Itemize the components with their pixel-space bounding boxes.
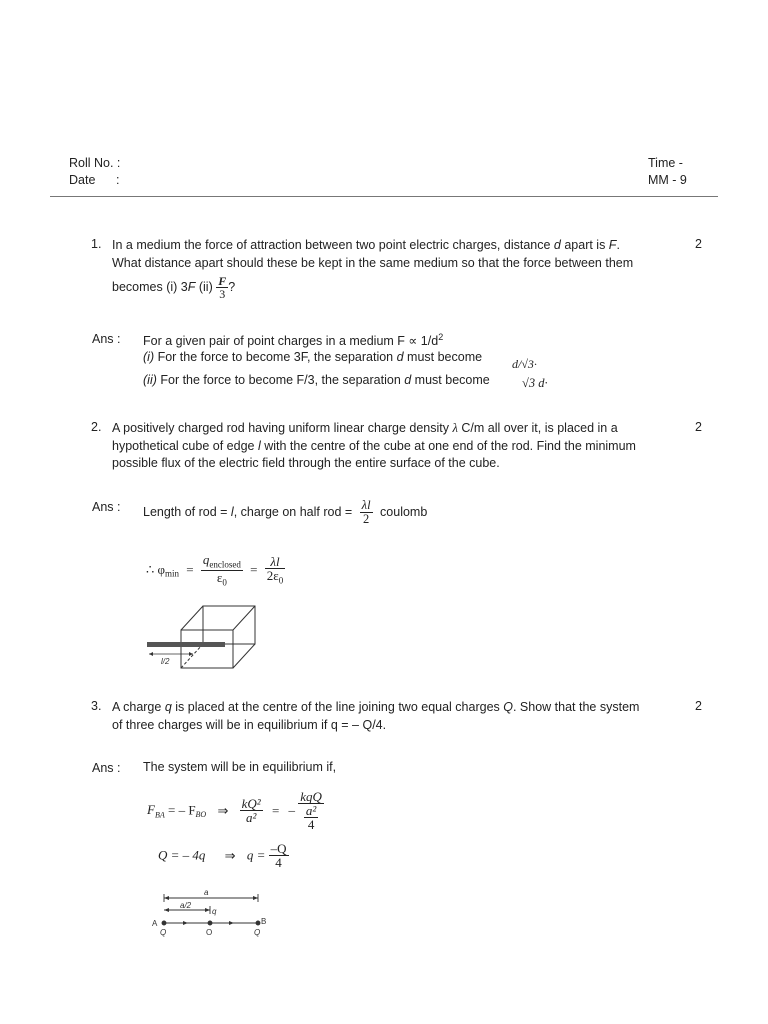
point-a-label: A: [152, 919, 158, 928]
fraction-f-over-3: $\frac{F}{3}$: [218, 274, 227, 301]
charge-a: [162, 921, 166, 925]
question-1-text: In a medium the force of attraction between two point electric charges, distance d apart is F. What distance apart should these be kept in the same medium so that the force between them becomes (i) 3F (ii) $\frac{F}{3}$ ?: [112, 238, 634, 301]
charge-q-label: q: [212, 907, 217, 916]
answer-1-line-2: (i) For the force to become 3F, the separation d must become: [143, 350, 483, 364]
answer-1-line-1: For a given pair of point charges in a medium $F \propto 1/d^2$: [143, 332, 444, 349]
fraction-kq2-over-a2: $\frac{\text{kQ²}}{\text{a²}}$: [241, 796, 261, 825]
question-3-text: A charge q is placed at the centre of the line joining two equal charges Q. Show that the system of three charges will be in equilibrium if q = – Q/4.: [112, 700, 640, 732]
answer-2-label: Ans :: [92, 500, 121, 514]
answer-1-math-root3-d: √3 d·: [522, 376, 548, 390]
answer-3-label: Ans :: [92, 761, 121, 775]
answer-1-line-3: (ii) For the force to become F/3, the separation d must become: [143, 373, 490, 387]
charge-b: [256, 921, 260, 925]
charge-o: [208, 921, 212, 925]
charge-q2-label: Q: [254, 928, 261, 937]
question-1-marks: 2: [695, 237, 702, 251]
point-o-label: O: [206, 928, 213, 937]
fraction-kqq-over-a2-by-4: $\frac{\text{kqQ}}{\frac{\text{a²}}{4}}$: [300, 789, 322, 832]
roll-number-label: Roll No. :: [69, 156, 121, 170]
distance-a-label: a: [204, 888, 209, 897]
question-2-text: A positively charged rod having uniform linear charge density λ C/m all over it, is placed in a hypothetical cube of edge l with the centre of the cube at one end of the rod. Find the minimum possible flux of the electric field through the entire surface of the cube.: [112, 421, 636, 470]
equilibrium-equation-2: Q = – 4q ⇒ q = $\frac{-Q}{4}$: [158, 841, 287, 870]
point-b-label: B: [261, 917, 267, 926]
answer-2-text: Length of rod = l, charge on half rod = $\frac{\lambda l}{2}$ coulomb: [143, 498, 428, 526]
answer-1-label: Ans :: [92, 332, 121, 346]
date-colon: :: [116, 173, 120, 187]
cube-rod-figure: [145, 600, 265, 672]
question-3-marks: 2: [695, 699, 702, 713]
answer-1-math-d-over-root3: d/√3·: [512, 357, 537, 371]
question-3-number: 3.: [91, 699, 102, 713]
charges-line-figure: [148, 888, 278, 938]
fraction-minus-q-over-4: $\frac{-Q}{4}$: [270, 841, 287, 870]
header-divider: [50, 196, 718, 197]
flux-equation: ∴ $\varphi_{min}$ = $\frac{q_{enclosed}}{\varepsilon_0}$ = $\frac{\lambda l}{2\varepsilon_0}$: [146, 552, 284, 588]
question-2-number: 2.: [91, 420, 102, 434]
answer-3-text: The system will be in equilibrium if,: [143, 760, 337, 774]
date-label: Date: [69, 173, 96, 187]
question-1-number: 1.: [91, 237, 102, 251]
fraction-lambda-l-over-2eps0: $\frac{\lambda l}{2\varepsilon_0}$: [266, 553, 284, 586]
time-label: Time -: [648, 156, 683, 170]
charged-rod: [147, 642, 225, 647]
equilibrium-equation-1: $F_{BA}$ = – $F_{BO}$ ⇒ $\frac{\text{kQ²}}{\text{a²}}$ = – $\frac{\text{kqQ}}{\frac{\text{a²}}{4}}$: [147, 789, 322, 832]
question-2-marks: 2: [695, 420, 702, 434]
distance-a-half-label: a/2: [180, 901, 192, 910]
max-marks-label: MM - 9: [648, 173, 687, 187]
fraction-q-enclosed-over-eps0: $\frac{q_{enclosed}}{\varepsilon_0}$: [202, 552, 241, 588]
cube-back-face: [203, 606, 255, 644]
fraction-lambda-l-over-2: $\frac{\lambda l}{2}$: [361, 498, 371, 526]
half-length-label: l/2: [161, 657, 170, 666]
charge-q1-label: Q: [160, 928, 167, 937]
cube-front-face: [181, 630, 233, 668]
